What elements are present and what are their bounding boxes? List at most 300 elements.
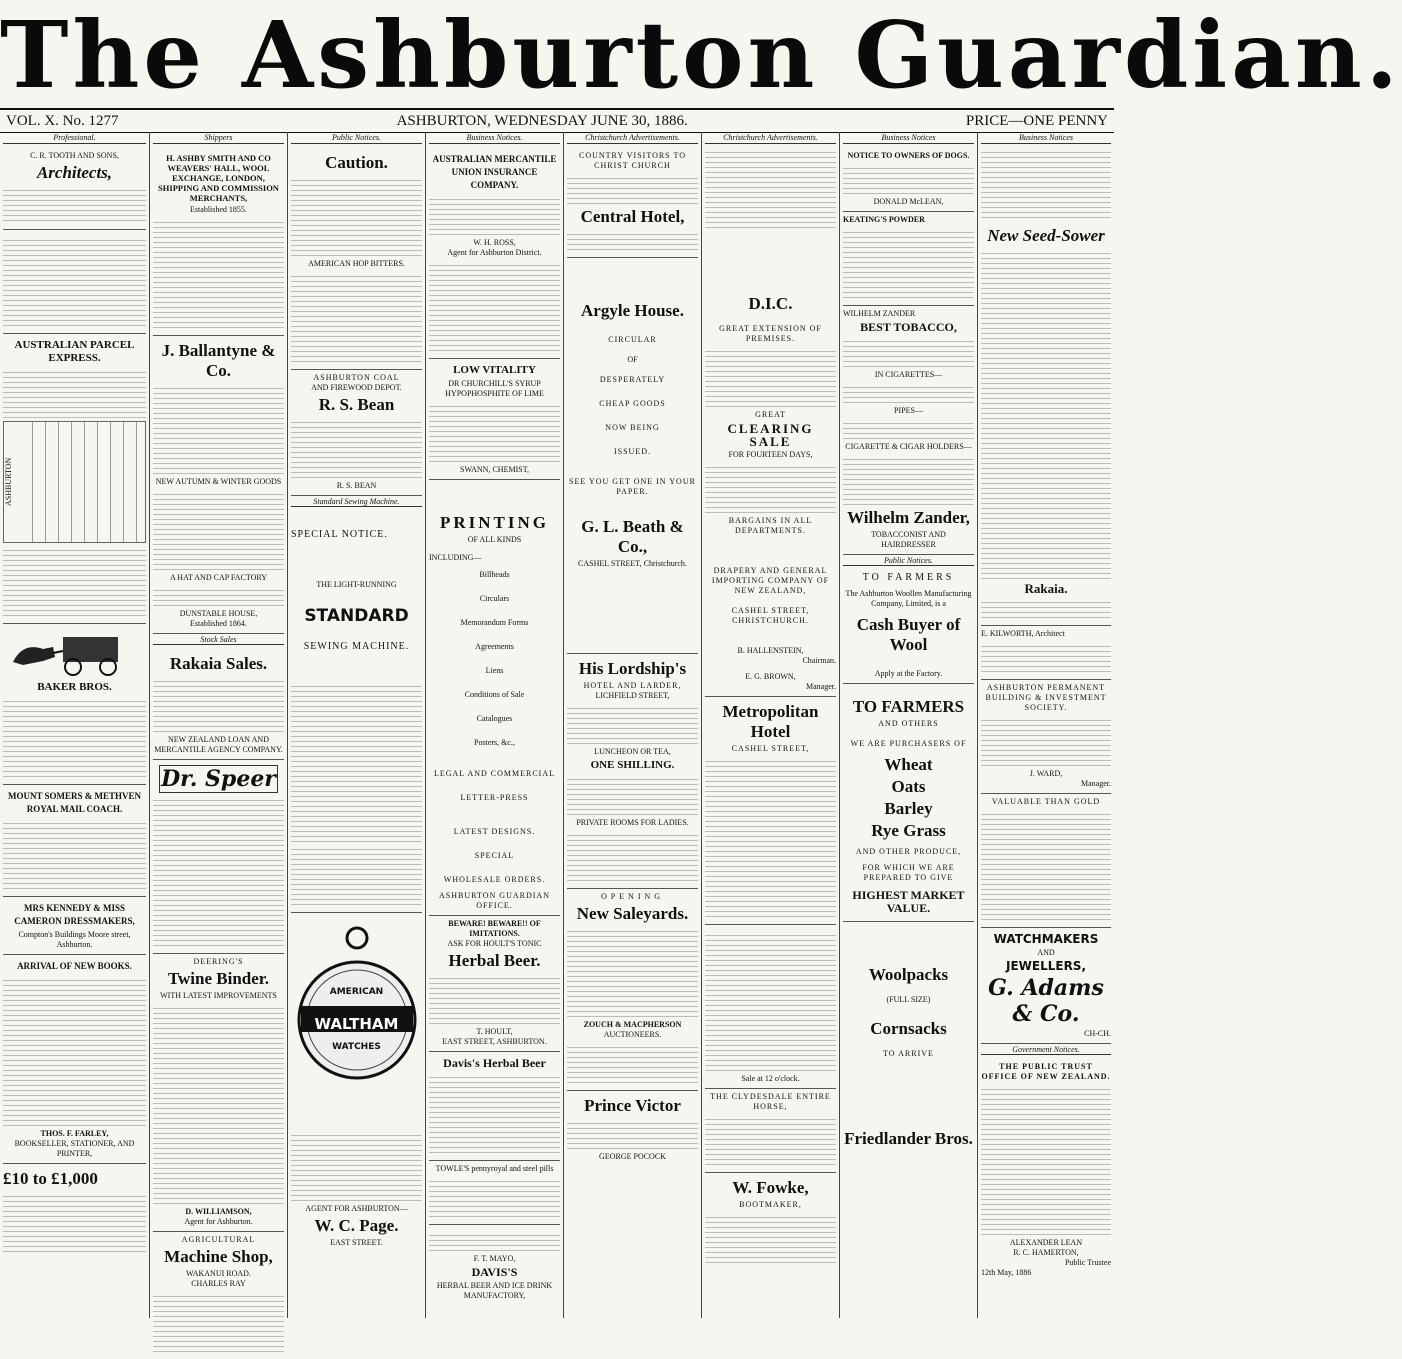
ad-title: W. Fowke, <box>732 1177 809 1197</box>
text-filler <box>3 819 146 889</box>
text-filler <box>153 586 284 606</box>
ad-line: NEW AUTUMN & WINTER GOODS <box>155 476 282 486</box>
section-header: Government Notices. <box>981 1045 1111 1056</box>
ad-line: DESPERATELY <box>599 374 666 384</box>
ad-title: Machine Shop, <box>164 1247 273 1266</box>
ad-title: His Lordship's <box>578 658 687 678</box>
ad-line: THE LIGHT-RUNNING <box>316 580 397 589</box>
text-filler <box>981 716 1111 766</box>
ad-line: BARGAINS IN ALL DEPARTMENTS. <box>728 515 813 535</box>
agency-table <box>3 421 146 543</box>
text-filler <box>567 927 698 1017</box>
ad-line: WITH LATEST IMPROVEMENTS <box>160 991 277 1000</box>
column-header: Business Notices. <box>429 133 560 144</box>
ad-line: SWANN, CHEMIST, <box>460 464 529 474</box>
ad-line: ASK FOR HOULT'S TONIC <box>447 938 542 948</box>
ad-line: Sale at 12 o'clock. <box>741 1073 800 1083</box>
ad-line: 12th May, 1886 <box>981 1268 1032 1277</box>
ad-line: DEERING'S <box>193 957 244 966</box>
ad-davis-beer <box>429 1052 560 1161</box>
ad-line: THE PUBLIC TRUST OFFICE OF NEW ZEALAND. <box>981 1062 1111 1081</box>
ad-dr-speer <box>153 760 284 954</box>
spacer <box>567 569 698 649</box>
ad-title: Rakaia. <box>1024 580 1068 596</box>
ad-line: ZOUCH & MACPHERSON <box>583 1019 682 1029</box>
column-header: Professional. <box>3 133 146 144</box>
ad-line: Established 1855. <box>190 204 247 214</box>
text-filler <box>291 272 422 362</box>
ad-title: PRINTING <box>439 512 549 532</box>
text-filler <box>567 1119 698 1149</box>
text-filler <box>705 931 836 1071</box>
text-filler <box>567 775 698 815</box>
column-header: Shippers <box>153 133 284 144</box>
ad-line: Compton's Buildings Moore street, Ashburton. <box>18 930 131 949</box>
ad-shippers <box>153 148 284 336</box>
ad-line: SEWING MACHINE. <box>303 641 410 652</box>
ad-line: FOR WHICH WE ARE PREPARED TO GIVE <box>862 863 955 882</box>
ad-title: Metropolitan Hotel <box>722 701 819 741</box>
column-header: Business Notices <box>981 133 1111 144</box>
ad-title: MOUNT SOMERS & METHVEN ROYAL MAIL COACH. <box>7 791 142 814</box>
column-header: Public Notices. <box>291 133 422 144</box>
ad-title: Woolpacks <box>868 965 949 984</box>
ad-line: THE CLYDESDALE ENTIRE HORSE, <box>710 1091 831 1111</box>
column-header: Christchurch Advertisements. <box>567 133 698 144</box>
ad-lordships-hotel <box>567 654 698 889</box>
column-7 <box>840 132 978 1318</box>
text-filler <box>567 831 698 881</box>
ad-line: Agent for Ashburton. <box>184 1217 253 1226</box>
printing-item: Catalogues <box>476 713 513 723</box>
ad-title: H. ASHBY SMITH AND CO WEAVERS' HALL, WOOL EXCHANGE, LONDON, SHIPPING AND COMMISSION MERCHANTS, <box>158 152 279 203</box>
ad-line: BOOTMAKER, <box>739 1199 802 1209</box>
text-filler <box>843 383 974 403</box>
ad-line: J. WARD, <box>1029 768 1063 778</box>
text-filler <box>429 402 560 462</box>
ad-line: (FULL SIZE) <box>886 995 931 1004</box>
ad-line: CASHEL STREET, <box>731 743 810 753</box>
ad-title: J. Ballantyne & Co. <box>161 340 276 380</box>
ad-line: The Ashburton Woollen Manufacturing Company, Limited, is a <box>845 589 972 608</box>
ad-line: D. WILLIAMSON, <box>185 1207 252 1216</box>
text-filler <box>153 490 284 570</box>
ad-line: Established 1864. <box>190 618 247 628</box>
ad-title: ONE SHILLING. <box>590 758 675 771</box>
ad-line: LUNCHEON OR TEA, <box>594 746 671 756</box>
section-header: Standard Sewing Machine. <box>291 497 422 508</box>
text-filler <box>843 337 974 367</box>
text-filler <box>429 195 560 235</box>
ad-title: Cash Buyer of Wool <box>856 615 961 654</box>
printing-item: Circulars <box>479 593 510 603</box>
volume-number: VOL. X. No. 1277 <box>6 112 119 129</box>
text-filler <box>153 1292 284 1352</box>
ad-line: HYPOPHOSPHITE OF LIME <box>445 388 544 398</box>
ad-line: E. G. BROWN, <box>745 671 796 681</box>
text-filler <box>705 148 836 228</box>
ad-line: OF <box>627 354 638 364</box>
ad-title: Argyle House. <box>581 300 684 320</box>
ad-line: R. S. BEAN <box>336 480 377 490</box>
ad-twine-binder <box>153 954 284 1232</box>
ad-metropolitan-hotel <box>705 697 836 925</box>
ad-line: W. H. ROSS, <box>473 237 516 247</box>
ad-title: G. Adams & Co. <box>988 974 1104 1027</box>
ad-line: DUNSTABLE HOUSE, <box>179 608 258 618</box>
ad-line: TOWLE'S pennyroyal and steel pills <box>435 1163 554 1173</box>
text-filler <box>981 249 1111 579</box>
masthead <box>0 0 1402 110</box>
dateline <box>0 108 1114 133</box>
ad-line: CH-CH. <box>1084 1028 1111 1038</box>
ad-title: Prince Victor <box>584 1095 681 1115</box>
ad-title: New Seed-Sower <box>987 225 1105 245</box>
ad-building-society <box>981 680 1111 794</box>
ad-keatings <box>843 212 974 306</box>
ad-line: AMERICAN HOP BITTERS. <box>308 258 405 268</box>
text-filler <box>153 384 284 474</box>
ad-line: DONALD McLEAN, <box>873 196 944 206</box>
badge-top: AMERICAN <box>329 987 384 997</box>
ad-title: £10 to £1,000 <box>3 1169 98 1188</box>
ad-line: WAKANUI ROAD. <box>186 1269 251 1278</box>
ad-title: New Saleyards. <box>576 903 689 923</box>
ad-line: A HAT AND CAP FACTORY <box>169 572 268 582</box>
ad-title: D.I.C. <box>748 293 793 313</box>
ad-dic <box>705 231 836 697</box>
columns <box>0 132 1114 1318</box>
ad-title: TO FARMERS <box>852 697 965 716</box>
ad-line: NOW BEING <box>605 422 660 432</box>
ad-woollen-company <box>843 570 974 684</box>
horse-coach-icon <box>3 627 143 677</box>
newspaper-title: The Ashburton Guardian. <box>0 1 1402 109</box>
section-header: Public Notices. <box>843 556 974 567</box>
ad-title: WATCHMAKERS <box>993 931 1099 946</box>
ad-line: CIRCULAR <box>608 334 657 344</box>
ad-line: DR CHURCHILL'S SYRUP <box>448 378 541 388</box>
ad-line: AND OTHERS <box>878 719 939 728</box>
text-filler <box>291 845 422 905</box>
ad-line: AND FIREWOOD DEPOT. <box>311 382 402 392</box>
ad-produce-buyers <box>843 684 974 922</box>
ad-line: WE ARE PURCHASERS OF <box>850 739 967 748</box>
ad-coal-depot <box>291 370 422 496</box>
text-filler <box>843 455 974 505</box>
column-5 <box>564 132 702 1318</box>
text-filler <box>981 148 1111 218</box>
ad-churchill <box>429 359 560 480</box>
ad-title: BEST TOBACCO, <box>860 319 957 334</box>
ad-rakaia-sales <box>153 649 284 760</box>
text-filler <box>153 1004 284 1204</box>
ad-title: BAKER BROS. <box>37 681 112 693</box>
ad-line: PIPES— <box>894 405 923 415</box>
grain-item: Rye Grass <box>871 821 946 840</box>
ad-title: STANDARD <box>304 606 409 626</box>
ad-line: SPECIAL NOTICE. <box>291 529 388 540</box>
ad-ballantyne <box>153 336 284 634</box>
ad-friedlander <box>843 922 974 1155</box>
ad-title: Central Hotel, <box>580 206 685 226</box>
ad-title: W. C. Page. <box>314 1216 399 1235</box>
ad-money <box>3 1164 146 1259</box>
ad-line: TO FARMERS <box>862 572 955 583</box>
ad-hoults-beer <box>429 916 560 1052</box>
column-header: Business Notices <box>843 133 974 144</box>
ad-new-books <box>3 955 146 1164</box>
text-filler <box>705 1115 836 1165</box>
ad-zander-tobacco <box>843 306 974 555</box>
ad-line: DRAPERY AND GENERAL IMPORTING COMPANY OF NEW ZEALAND, <box>711 565 830 595</box>
ad-argyle-house <box>567 258 698 654</box>
agency-table-label: ASHBURTON <box>4 457 13 506</box>
ad-line: LETTER-PRESS <box>460 792 529 802</box>
ad-title: Dr. Speer <box>159 765 278 793</box>
text-filler <box>705 757 836 917</box>
ad-title: Caution. <box>325 152 388 172</box>
badge-bottom: WATCHES <box>332 1042 381 1052</box>
text-filler <box>705 1213 836 1263</box>
ad-fowke <box>705 1173 836 1270</box>
grain-item: Oats <box>891 777 926 796</box>
ad-line: AND <box>1037 947 1055 957</box>
ad-title: LOW VITALITY <box>453 363 536 376</box>
ad-line: CASHEL STREET, CHRISTCHURCH. <box>731 605 810 625</box>
ad-standard-sewing <box>291 511 422 913</box>
ad-line: FOR FOURTEEN DAYS, <box>728 449 813 459</box>
ad-line: AGRICULTURAL <box>181 1235 256 1244</box>
ad-line: ISSUED. <box>613 446 651 456</box>
column-6 <box>702 132 840 1318</box>
ad-adams-jewellers <box>981 928 1111 1044</box>
column-3 <box>288 132 426 1318</box>
text-filler <box>3 1192 146 1252</box>
text-filler <box>3 546 146 616</box>
ad-line: EAST STREET. <box>330 1238 383 1247</box>
ad-line: OF ALL KINDS <box>467 534 522 544</box>
ad-line: PRIVATE ROOMS FOR LADIES. <box>576 817 689 827</box>
text-filler <box>153 677 284 732</box>
printing-item: Liens <box>485 665 504 675</box>
ad-line: T. HOULT, <box>476 1026 513 1036</box>
ad-line: TOBACCONIST AND HAIRDRESSER <box>871 529 946 549</box>
ad-line: BOOKSELLER, STATIONER, AND PRINTER, <box>14 1139 135 1158</box>
text-filler <box>843 164 974 194</box>
text-filler <box>429 1177 560 1217</box>
ad-line: GREAT EXTENSION OF PREMISES. <box>719 323 822 343</box>
ad-public-trust <box>981 1059 1111 1282</box>
ad-seed-sower <box>981 221 1111 626</box>
ad-title: G. L. Beath & Co., <box>581 516 684 556</box>
ad-dressmakers <box>3 897 146 955</box>
text-filler <box>843 228 974 298</box>
text-filler <box>981 1085 1111 1235</box>
text-filler <box>567 230 698 250</box>
watch-badge-text <box>291 988 422 1128</box>
ad-line: ASHBURTON COAL <box>313 372 400 382</box>
badge-middle: WALTHAM <box>314 1014 399 1033</box>
ad-title: Wilhelm Zander, <box>847 507 970 527</box>
ad-line: Manager. <box>806 681 836 691</box>
ad-machine-shop <box>153 1232 284 1359</box>
printing-item: Conditions of Sale <box>464 689 525 699</box>
ad-line: TO ARRIVE <box>883 1049 934 1058</box>
column-2 <box>150 132 288 1318</box>
ad-title: R. S. Bean <box>318 394 395 414</box>
ad-line: B. HALLENSTEIN, <box>737 645 804 655</box>
ad-kilworth <box>981 626 1111 680</box>
ad-title: JEWELLERS, <box>1005 958 1087 973</box>
text-filler <box>153 218 284 328</box>
column-1 <box>0 132 150 1318</box>
text-filler <box>3 236 146 326</box>
ad-towle <box>429 1161 560 1225</box>
text-filler <box>705 347 836 407</box>
place-and-date: ASHBURTON, WEDNESDAY JUNE 30, 1886. <box>396 112 688 129</box>
text-filler <box>567 704 698 744</box>
ad-title: HIGHEST MARKET VALUE. <box>852 888 965 915</box>
ad-line: AGENT FOR ASHBURTON— <box>305 1204 408 1213</box>
ad-line: AND OTHER PRODUCE, <box>855 847 962 856</box>
ad-line: CIGARETTE & CIGAR HOLDERS— <box>845 441 972 451</box>
ad-line: AUCTIONEERS. <box>603 1029 662 1039</box>
ad-line: VALUABLE THAN GOLD <box>991 796 1101 806</box>
text-filler <box>3 368 146 418</box>
ad-line: ASHBURTON GUARDIAN OFFICE. <box>439 890 550 910</box>
ad-line: COUNTRY VISITORS TO CHRIST CHURCH <box>578 150 687 170</box>
text-filler <box>3 186 146 222</box>
ad-baker-bros <box>3 624 146 786</box>
ad-line: C. R. TOOTH AND SONS, <box>30 150 119 160</box>
ad-line: SPECIAL <box>474 850 515 860</box>
ad-title: Friedlander Bros. <box>844 1129 973 1148</box>
text-filler <box>567 1043 698 1083</box>
ad-line: Agent for Ashburton District. <box>447 247 542 257</box>
text-filler <box>3 976 146 1126</box>
text-filler <box>291 682 422 842</box>
ad-title: Cornsacks <box>870 1019 947 1038</box>
ad-saleyards-cont <box>705 925 836 1089</box>
ad-line: LATEST DESIGNS. <box>453 826 536 836</box>
ad-line: EAST STREET, ASHBURTON. <box>442 1036 547 1046</box>
text-filler <box>705 463 836 513</box>
ad-line: HOTEL AND LARDER, <box>583 680 682 690</box>
ad-line: HERBAL BEER AND ICE DRINK MANUFACTORY, <box>436 1280 553 1300</box>
text-filler <box>429 261 560 351</box>
ad-new-saleyards <box>567 889 698 1091</box>
ad-valuable <box>981 794 1111 928</box>
price: PRICE—ONE PENNY <box>965 112 1108 129</box>
ad-line: ASHBURTON PERMANENT BUILDING & INVESTMENT SOCIETY. <box>985 682 1107 712</box>
text-filler <box>429 1231 560 1251</box>
text-filler <box>981 642 1111 672</box>
ad-line: INCLUDING— <box>429 552 482 562</box>
ad-title: DAVIS'S <box>471 1264 518 1279</box>
ad-title: Architects, <box>36 162 113 182</box>
printing-item: Memorandum Forms <box>460 617 529 627</box>
ad-line: IN CIGARETTES— <box>874 369 943 379</box>
ad-line: Apply at the Factory. <box>874 669 943 678</box>
printing-item: Billheads <box>479 569 510 579</box>
ad-line: GEORGE POCOCK <box>599 1151 666 1161</box>
ad-line: SEE YOU GET ONE IN YOUR PAPER. <box>569 476 696 496</box>
ad-prince-victor <box>567 1091 698 1166</box>
ad-central-hotel <box>567 148 698 258</box>
column-4 <box>426 132 564 1318</box>
ad-line: THOS. F. FARLEY, <box>40 1129 109 1138</box>
ad-title: Twine Binder. <box>167 969 270 988</box>
text-filler <box>291 418 422 478</box>
ad-line: WILHELM ZANDER <box>843 308 916 318</box>
text-filler <box>567 174 698 204</box>
text-filler <box>153 796 284 946</box>
ad-line: CASHEL STREET, Christchurch. <box>578 558 687 568</box>
text-filler <box>981 810 1111 920</box>
ad-line: F. T. MAYO, <box>473 1253 516 1263</box>
text-filler <box>3 697 146 777</box>
ad-parcel-express <box>3 334 146 624</box>
text-filler <box>291 176 422 256</box>
ad-line: LEGAL AND COMMERCIAL <box>433 768 556 778</box>
ad-title: Herbal Beer. <box>448 950 541 970</box>
ad-title: AUSTRALIAN MERCANTILE UNION INSURANCE COMPANY. <box>432 153 557 190</box>
ad-line: NEW ZEALAND LOAN AND MERCANTILE AGENCY COMPANY. <box>154 735 283 754</box>
ad-title: ARRIVAL OF NEW BOOKS. <box>17 961 132 971</box>
ad-title: Davis's Herbal Beer <box>443 1055 546 1070</box>
section-header: Stock Sales <box>153 635 284 646</box>
ad-mount-coach <box>3 230 146 334</box>
ad-line: Manager. <box>1081 778 1111 788</box>
ad-waltham-watches <box>291 913 422 1252</box>
ad-line: WHOLESALE ORDERS. <box>443 874 546 884</box>
printing-item: Agreements <box>475 641 514 651</box>
ad-line: ALEXANDER LEAN <box>1009 1238 1083 1247</box>
ad-line: GREAT <box>755 409 786 419</box>
ad-architects <box>3 148 146 230</box>
ad-line: E. KILWORTH, Architect <box>981 628 1065 638</box>
text-filler <box>291 1131 422 1201</box>
ad-line: CHEAP GOODS <box>599 398 666 408</box>
ad-line: BEWARE! BEWARE!! OF IMITATIONS. <box>448 918 541 938</box>
printing-item: Posters, &c., <box>474 737 515 747</box>
column-header: Christchurch Advertisements. <box>705 133 836 144</box>
grain-item: Barley <box>884 799 933 818</box>
agency-table-body <box>20 422 145 542</box>
ad-line: LICHFIELD STREET, <box>595 690 670 700</box>
ad-printing <box>429 480 560 916</box>
ad-title: Rakaia Sales. <box>169 654 268 673</box>
ad-clydesdale <box>705 1089 836 1173</box>
printing-items <box>429 563 560 755</box>
ad-insurance <box>429 148 560 359</box>
text-filler <box>429 1073 560 1153</box>
column-8 <box>978 132 1114 1318</box>
ad-line: Public Trustee <box>1064 1258 1111 1267</box>
ad-dog-owners <box>843 148 974 212</box>
ad-line: Chairman. <box>802 655 836 665</box>
ad-mount-somers <box>3 785 146 897</box>
ad-line: OPENING <box>600 891 665 901</box>
grain-item: Wheat <box>884 755 933 774</box>
text-filler <box>843 419 974 439</box>
ad-line: KEATING'S POWDER <box>843 214 925 224</box>
ad-title: MRS KENNEDY & MISS CAMERON DRESSMAKERS, <box>14 903 135 926</box>
text-filler <box>981 598 1111 618</box>
text-filler <box>429 974 560 1024</box>
ad-line: NOTICE TO OWNERS OF DOGS. <box>847 150 970 160</box>
